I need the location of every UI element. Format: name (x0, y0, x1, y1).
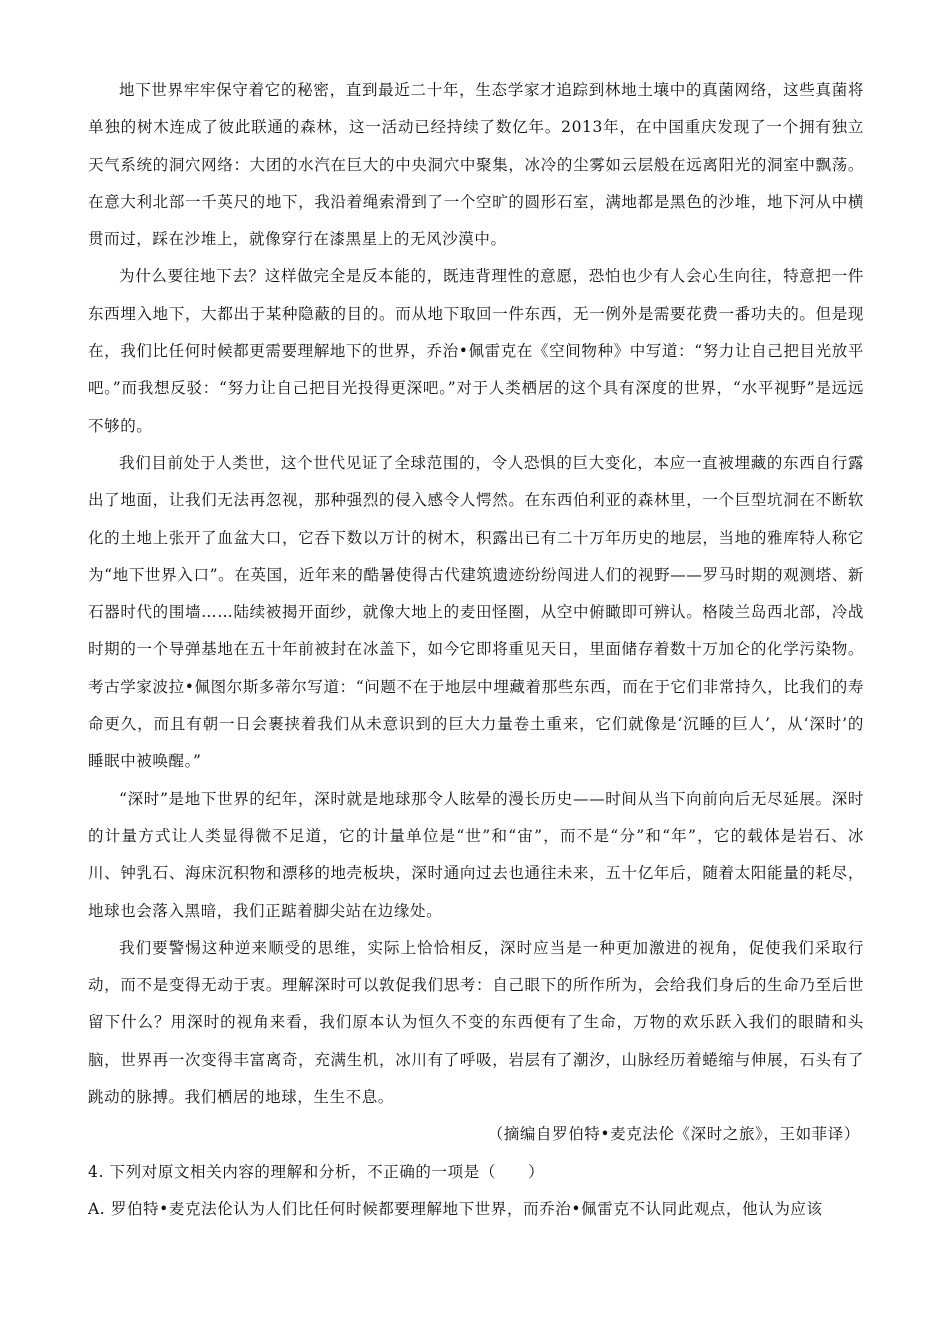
article-paragraph-3: 我们目前处于人类世，这个世代见证了全球范围的，令人恐惧的巨大变化，本应一直被埋藏的东西自行露出了地面，让我们无法再忽视，那种强烈的侵入感令人愕然。在东西伯利亚的森林里，一个巨型坑洞在不断软化的土地上张开了血盆大口，它吞下数以万计的树木，积露出已有二十万年历史的地层，当地的雅库特人称它为“地下世界入口”。在英国，近年来的酷暑使得古代建筑遗迹纷纷闯进人们的视野——罗马时期的观测塔、新石器时代的围墙……陆续被揭开面纱，就像大地上的麦田怪圈，从空中俯瞰即可辨认。格陵兰岛西北部，冷战时期的一个导弹基地在五十年前被封在冰盖下，如今它即将重见天日，里面储存着数十万加仑的化学污染物。考古学家波拉•佩图尔斯多蒂尔写道：“问题不在于地层中埋藏着那些东西，而在于它们非常持久，比我们的寿命更久，而且有朝一日会裹挟着我们从未意识到的巨大力量卷土重来，它们就像是‘沉睡的巨人’，从‘深时’的睡眠中被唤醒。” (88, 453, 864, 771)
article-paragraph-1: 地下世界牢牢保守着它的秘密，直到最近二十年，生态学家才追踪到林地土壤中的真菌网络，这些真菌将单独的树木连成了彼此联通的森林，这一活动已经持续了数亿年。2013年，在中国重庆发现了一个拥有独立天气系统的洞穴网络：大团的水汽在巨大的中央洞穴中聚集，冰冷的尘雾如云层般在远离阳光的洞室中飘荡。在意大利北部一千英尺的地下，我沿着绳索滑到了一个空旷的圆形石室，满地都是黑色的沙堆，地下河从中横贯而过，踩在沙堆上，就像穿行在漆黑星上的无风沙漠中。 (88, 81, 864, 249)
article-paragraph-2: 为什么要往地下去？这样做完全是反本能的，既违背理性的意愿，恐怕也少有人会心生向往，特意把一件东西埋入地下，大都出于某种隐蔽的目的。而从地下取回一件东西，无一例外是需要花费一番功夫的。但是现在，我们比任何时候都更需要理解地下的世界，乔治•佩雷克在《空间物种》中写道：“努力让自己把目光放平吧。”而我想反驳：“努力让自己把目光投得更深吧。”对于人类栖居的这个具有深度的世界，“水平视野”是远远不够的。 (88, 267, 864, 435)
question-option-a: A. 罗伯特•麦克法伦认为人们比任何时候都要理解地下世界，而乔治•佩雷克不认同此观点，他认为应该 (88, 1199, 823, 1218)
question-stem: 4. 下列对原文相关内容的理解和分析，不正确的一项是（ ） (88, 1162, 545, 1181)
exam-page (88, 72, 864, 1228)
article-source: （摘编自罗伯特•麦克法伦《深时之旅》，王如菲译） (487, 1125, 860, 1144)
article-paragraph-5: 我们要警惕这种逆来顺受的思维，实际上恰恰相反，深时应当是一种更加激进的视角，促使我们采取行动，而不是变得无动于衷。理解深时可以敦促我们思考：自己眼下的所作所为，会给我们身后的生命乃至后世留下什么？用深时的视角来看，我们原本认为恒久不变的东西便有了生命，万物的欢乐跃入我们的眼睛和头脑，世界再一次变得丰富离奇，充满生机，冰川有了呼吸，岩层有了潮汐，山脉经历着蜷缩与伸展，石头有了跳动的脉搏。我们栖居的地球，生生不息。 (88, 938, 864, 1107)
article (88, 72, 864, 1154)
article-paragraph-4: “深时”是地下世界的纪年，深时就是地球那令人眩晕的漫长历史——时间从当下向前向后无尽延展。深时的计量方式让人类显得微不足道，它的计量单位是“世”和“宙”，而不是“分”和“年”，它的载体是岩石、冰川、钟乳石、海床沉积物和漂移的地壳板块，深时通向过去也通往未来，五十亿年后，随着太阳能量的耗尽，地球也会落入黑暗，我们正踮着脚尖站在边缘处。 (88, 789, 864, 920)
question-block (88, 1154, 864, 1229)
